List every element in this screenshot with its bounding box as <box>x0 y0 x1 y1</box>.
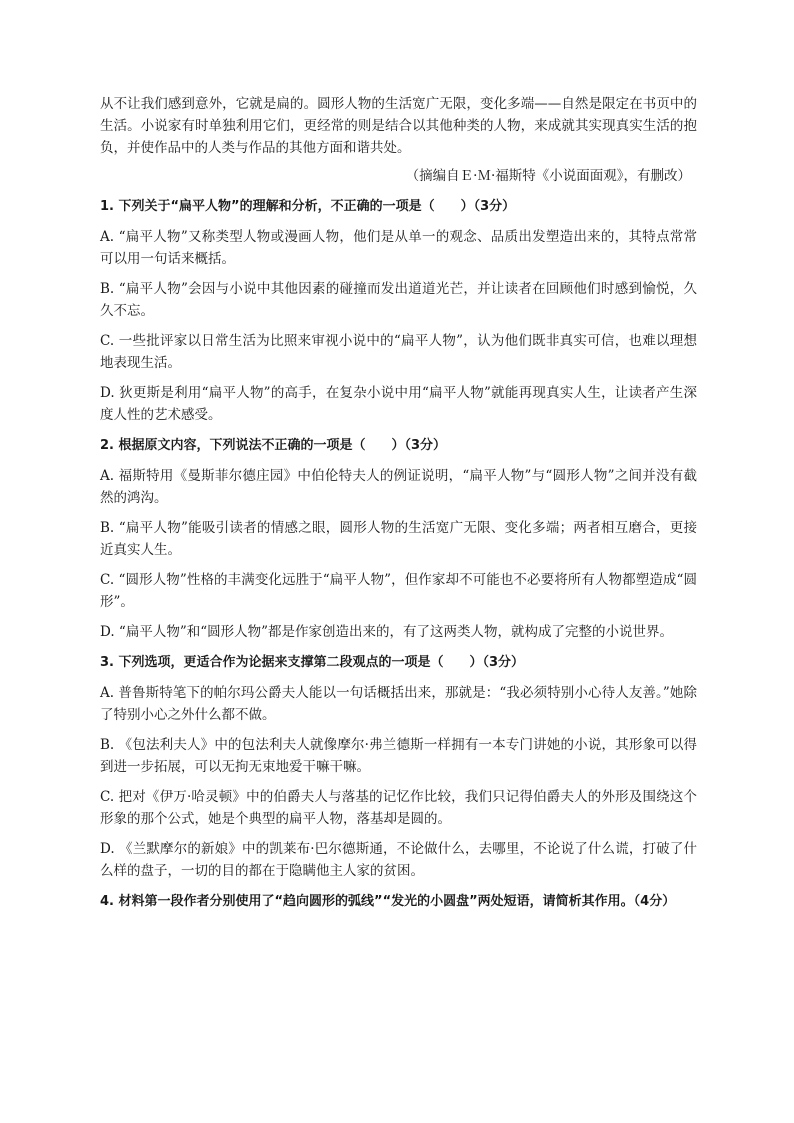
option-b: B. 《包法利夫人》中的包法利夫人就像摩尔·弗兰德斯一样拥有一本专门讲她的小说，其形象可以得到进一步拓展，可以无拘无束地爱干嘛干嘛。 <box>100 737 697 775</box>
question-stem: 4. 材料第一段作者分别使用了“趋向圆形的弧线”“发光的小圆盘”两处短语，请简析其作用。（4分） <box>100 894 676 909</box>
source-citation: （摘编自Ｅ·Ｍ·福斯特《小说面面观》，有删改） <box>405 168 691 184</box>
option-b: B. “扁平人物”会因与小说中其他因素的碰撞而发出道道光芒，并让读者在回顾他们时感到愉悦，久久不忘。 <box>100 281 697 319</box>
option-a: A. “扁平人物”又称类型人物或漫画人物，他们是从单一的观念、品质出发塑造出来的，其特点常常可以用一句话来概括。 <box>100 229 697 267</box>
option-c: C. 一些批评家以日常生活为比照来审视小说中的“扁平人物”，认为他们既非真实可信，也难以理想地表现生活。 <box>100 333 697 371</box>
intro-paragraph: 从不让我们感到意外，它就是扁的。圆形人物的生活宽广无限，变化多端——自然是限定在书页中的生活。小说家有时单独利用它们，更经常的则是结合以其他种类的人物，来成就其实现真实生活的抱负，并使作品中的人类与作品的其他方面和谐共处。 <box>100 96 697 156</box>
document-page <box>100 93 697 913</box>
option-b: B. “扁平人物”能吸引读者的情感之眼，圆形人物的生活宽广无限、变化多端；两者相互磨合，更接近真实人生。 <box>100 520 697 558</box>
option-d: D. “扁平人物”和“圆形人物”都是作家创造出来的，有了这两类人物，就构成了完整的小说世界。 <box>100 624 674 640</box>
option-d: D. 狄更斯是利用“扁平人物”的高手，在复杂小说中用“扁平人物”就能再现真实人生，让读者产生深度人性的艺术感受。 <box>100 385 697 423</box>
question-stem: 1. 下列关于“扁平人物”的理解和分析，不正确的一项是（ ）（3分） <box>100 199 516 214</box>
option-a: A. 普鲁斯特笔下的帕尔玛公爵夫人能以一句话概括出来，那就是：“我必须特别小心待人友善。”她除了特别小心之外什么都不做。 <box>100 685 697 723</box>
question-4 <box>100 891 697 913</box>
question-stem: 3. 下列选项，更适合作为论据来支撑第二段观点的一项是（ ）（3分） <box>100 655 525 670</box>
question-3 <box>100 652 697 882</box>
option-a: A. 福斯特用《曼斯菲尔德庄园》中伯伦特夫人的例证说明，“扁平人物”与“圆形人物”之间并没有截然的鸿沟。 <box>100 468 697 506</box>
question-1 <box>100 196 697 426</box>
option-c: C. 把对《伊万·哈灵顿》中的伯爵夫人与落基的记忆作比较，我们只记得伯爵夫人的外形及围绕这个形象的那个公式，她是个典型的扁平人物，落基却是圆的。 <box>100 789 697 827</box>
question-2 <box>100 435 697 643</box>
option-d: D. 《兰默摩尔的新娘》中的凯莱布·巴尔德斯通，不论做什么，去哪里，不论说了什么谎，打破了什么样的盘子，一切的目的都在于隐瞒他主人家的贫困。 <box>100 841 697 879</box>
option-c: C. “圆形人物”性格的丰满变化远胜于“扁平人物”，但作家却不可能也不必要将所有人物都塑造成“圆形”。 <box>100 572 697 610</box>
question-stem: 2. 根据原文内容，下列说法不正确的一项是（ ）（3分） <box>100 438 447 453</box>
